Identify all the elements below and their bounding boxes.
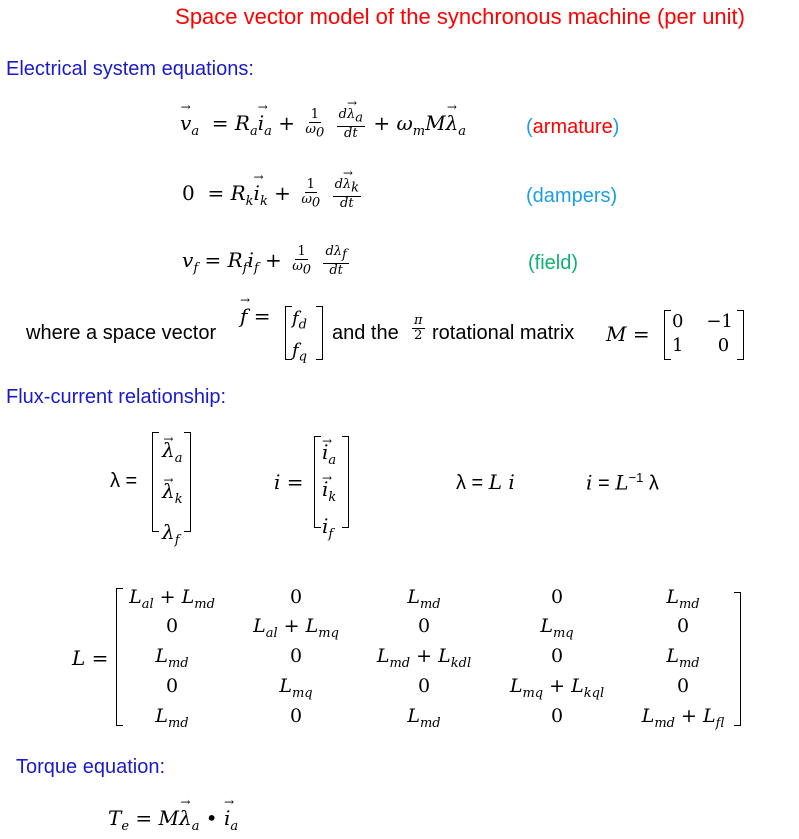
lambda-symbol: λ =	[110, 470, 138, 492]
inverse-relation: $i = L^{-1}$ λ	[586, 470, 659, 495]
lambda-components: $\lambda \to_a$ $\lambda \to_k$ $\lambda_f$	[162, 434, 183, 557]
dampers-label: (dampers)	[526, 185, 618, 207]
matrix-cell-1-5: $L_{md}$	[666, 586, 700, 612]
vector-left-bracket	[285, 306, 292, 360]
matrix-cell-5-2: 0	[289, 705, 303, 727]
matrix-cell-3-4: 0	[550, 645, 564, 667]
matrix-cell-1-4: 0	[550, 586, 564, 608]
lambda-right-bracket	[184, 432, 191, 532]
space-vector-definition: f → =	[240, 304, 271, 328]
inductance-matrix-symbol: L =	[72, 646, 109, 670]
rotation-left-bracket	[664, 310, 671, 360]
matrix-cell-2-4: $L_{mq}$	[540, 615, 574, 641]
matrix-cell-3-2: 0	[289, 645, 303, 667]
current-symbol: i =	[274, 470, 304, 494]
matrix-cell-5-1: $L_{md}$	[155, 705, 189, 731]
where-text-2: and the	[332, 322, 399, 344]
vector-right-bracket	[316, 306, 323, 360]
matrix-cell-1-2: 0	[289, 586, 303, 608]
matrix-cell-3-5: $L_{md}$	[666, 645, 700, 671]
matrix-cell-3-1: $L_{md}$	[155, 645, 189, 671]
pi-over-two: $\frac{\pi}{2}$	[414, 313, 423, 344]
matrix-cell-4-3: 0	[417, 675, 431, 697]
electrical-heading: Electrical system equations:	[6, 58, 254, 80]
matrix-cell-4-5: 0	[676, 675, 690, 697]
torque-heading: Torque equation:	[16, 756, 166, 778]
where-text-3: rotational matrix	[432, 322, 575, 344]
rotation-matrix-symbol: M =	[606, 322, 650, 346]
armature-equation: $v \to_a = R_ai \to_a$ + $\frac{1}{\omega_0}$ $\frac{d\lambda \to_a}{dt}$ + $\omega_mM\lambda \to_a$	[180, 108, 466, 141]
vector-components: $f_d$ $f_q$	[292, 308, 307, 365]
current-right-bracket	[342, 436, 349, 528]
matrix-cell-5-3: $L_{md}$	[407, 705, 441, 731]
matrix-cell-4-2: $L_{mq}$	[279, 675, 313, 701]
matrix-cell-2-3: 0	[417, 615, 431, 637]
matrix-cell-4-1: 0	[165, 675, 179, 697]
matrix-cell-3-3: $L_{md} + L_{kdl}$	[376, 645, 472, 671]
armature-label: (armature)	[526, 116, 620, 138]
current-left-bracket	[314, 436, 321, 528]
field-label: (field)	[528, 252, 579, 274]
matrix-cell-1-3: $L_{md}$	[407, 586, 441, 612]
dampers-equation: $0 = R_ki \to_k$ + $\frac{1}{\omega_0}$ $\frac{d\lambda \to_k}{dt}$	[182, 178, 363, 211]
matrix-cell-1-1: $L_{al} + L_{md}$	[129, 586, 215, 612]
flux-relation: λ = L i	[456, 470, 515, 494]
torque-equation: $T_e = M\lambda \to_a$ • $i \to_a$	[108, 806, 238, 834]
current-components: $i \to_a$ $i \to_k$ $i_f$	[322, 438, 336, 549]
matrix-cell-2-5: 0	[676, 615, 690, 637]
matrix-cell-2-1: 0	[165, 615, 179, 637]
matrix-cell-4-4: $L_{mq} + L_{kql}$	[509, 675, 605, 701]
field-equation: $v_f = R_fi_f$ + $\frac{1}{\omega_0}$ $\frac{d\lambda_f}{dt}$	[182, 244, 347, 278]
rotation-matrix-cells: 0 −1 1 0	[672, 311, 733, 356]
matrix-cell-5-5: $L_{md} + L_{fl}$	[641, 705, 725, 731]
where-text-1: where a space vector	[26, 322, 217, 344]
flux-heading: Flux-current relationship:	[6, 386, 227, 408]
matrix-cell-5-4: 0	[550, 705, 564, 727]
page-title: Space vector model of the synchronous machine (per unit)	[175, 4, 745, 29]
matrix-cell-2-2: $L_{al} + L_{mq}$	[253, 615, 339, 641]
rotation-right-bracket	[737, 310, 744, 360]
lambda-left-bracket	[152, 432, 159, 532]
